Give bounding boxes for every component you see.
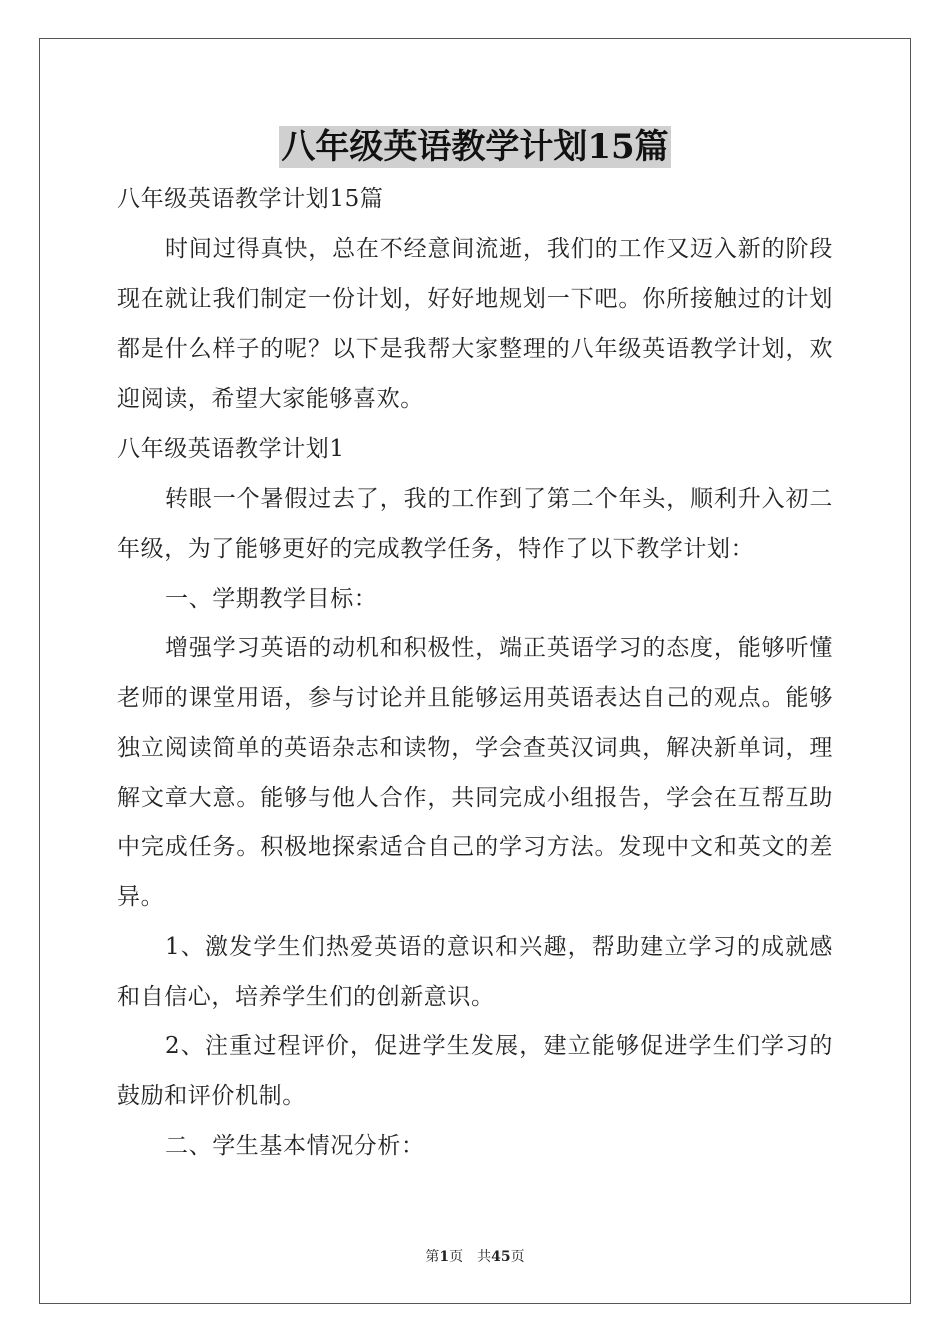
paragraph-line: 中完成任务。积极地探索适合自己的学习方法。发现中文和英文的差 <box>117 834 833 860</box>
subtitle-line: 八年级英语教学计划15篇 <box>117 186 384 212</box>
paragraph-line: 老师的课堂用语，参与讨论并且能够运用英语表达自己的观点。能够 <box>117 685 833 711</box>
footer-prefix: 第 <box>425 1249 440 1265</box>
document-title: 八年级英语教学计划15篇 <box>281 127 669 167</box>
paragraph-line: 现在就让我们制定一份计划，好好地规划一下吧。你所接触过的计划 <box>117 286 833 312</box>
page-border <box>39 38 911 1304</box>
paragraph-line: 独立阅读简单的英语杂志和读物，学会查英汉词典，解决新单词，理 <box>117 735 833 761</box>
paragraph-line: 转眼一个暑假过去了，我的工作到了第二个年头，顺利升入初二 <box>165 486 833 512</box>
footer-suffix: 页 <box>510 1249 525 1265</box>
footer-middle: 页 共 <box>449 1249 492 1265</box>
paragraph-line: 增强学习英语的动机和积极性，端正英语学习的态度，能够听懂 <box>165 635 833 661</box>
paragraph-line: 异。 <box>117 884 165 910</box>
paragraph-line: 都是什么样子的呢？以下是我帮大家整理的八年级英语教学计划，欢 <box>117 336 833 362</box>
subheading-line: 二、学生基本情况分析： <box>165 1133 425 1159</box>
subheading-line: 一、学期教学目标： <box>165 586 378 612</box>
list-item-line: 鼓励和评价机制。 <box>117 1083 306 1109</box>
paragraph-line: 解文章大意。能够与他人合作，共同完成小组报告，学会在互帮互助 <box>117 785 833 811</box>
footer-page-number: 1 <box>439 1249 450 1265</box>
page-footer <box>0 1248 950 1266</box>
list-item-line: 1、激发学生们热爱英语的意识和兴趣，帮助建立学习的成就感 <box>165 934 833 960</box>
footer-total-pages: 45 <box>491 1249 511 1265</box>
paragraph-line: 年级，为了能够更好的完成教学任务，特作了以下教学计划： <box>117 536 755 562</box>
paragraph-line: 时间过得真快，总在不经意间流逝，我们的工作又迈入新的阶段 <box>165 236 833 262</box>
list-item-line: 和自信心，培养学生们的创新意识。 <box>117 984 495 1010</box>
paragraph-line: 迎阅读，希望大家能够喜欢。 <box>117 386 424 412</box>
list-item-line: 2、注重过程评价，促进学生发展，建立能够促进学生们学习的 <box>165 1033 833 1059</box>
section-heading: 八年级英语教学计划1 <box>117 436 345 462</box>
title-container <box>0 126 950 168</box>
